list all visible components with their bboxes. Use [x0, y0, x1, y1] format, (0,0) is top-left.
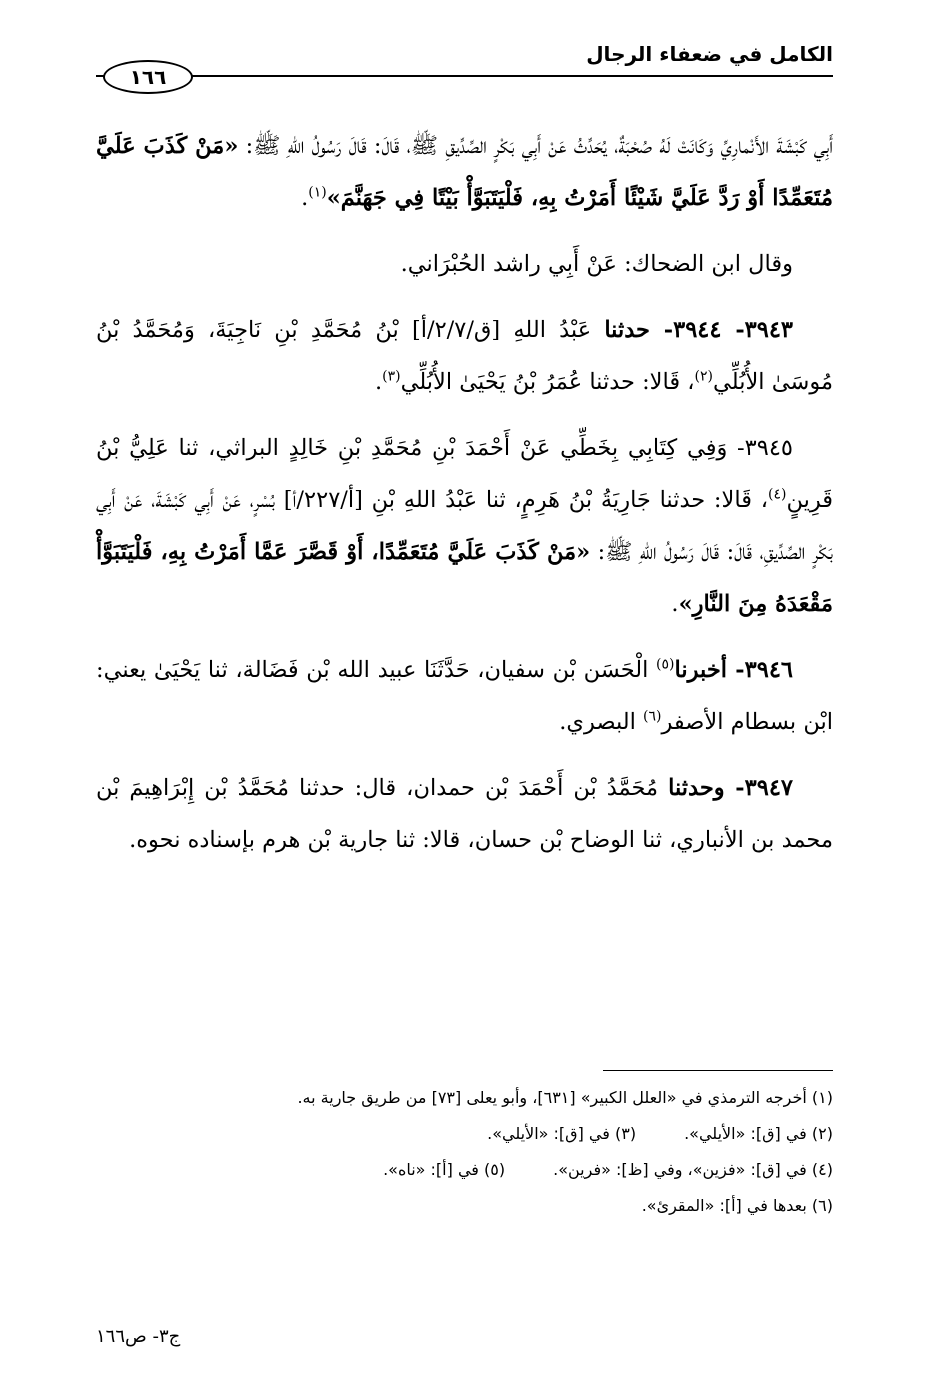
period: .	[671, 591, 679, 617]
hadith-quote: «مَنْ كَذَبَ عَلَيَّ مُتَعَمِّدًا أَوْ رَدَّ عَلَيَّ شَيْئًا أَمَرْتُ بِهِ، فَلْيَتَبَوَّأْ بَيْتًا فِي جَهَنَّمَ»	[96, 133, 833, 211]
paragraph-3945-text-b: ، قَالا: حدثنا جَارِيَةُ بْنُ هَرِمٍ، ثنا عَبْدُ اللهِ بْنِ [أ/٢٢٧/أ] بُسْرٍ، عَنْ أَبِي كَبْشَةَ، عَنْ أَبِي بَكْرٍ الصِّدِّيقِ، قَالَ: قَالَ رَسُولُ اللهِ ﷺ:	[96, 487, 833, 565]
footnote-6: (٦) بعدها في [أ]: «المقرئ».	[641, 1196, 833, 1215]
paragraph-1	[96, 120, 833, 224]
paragraph-3946-text-b: البصري.	[559, 709, 644, 735]
volume-page-footer: ج٣- ص١٦٦	[96, 1326, 181, 1347]
footnote-4: (٤) في [ق]: «فزين»، وفي [ظ]: «فرين».	[553, 1160, 833, 1179]
page-number: ١٦٦	[103, 60, 193, 94]
hadith-number: ٣٩٤٦-	[727, 657, 793, 683]
footnote-row-4-5	[96, 1152, 833, 1188]
footnote-ref-3: (٣)	[382, 368, 401, 385]
footnote-ref-1: (١)	[308, 184, 327, 201]
period: .	[374, 369, 383, 395]
paragraph-3947	[96, 762, 833, 866]
footnote-1: (١) أخرجه الترمذي في «العلل الكبير» [٦٣١]، وأبو يعلى [٧٣] من طريق جارية به.	[297, 1088, 833, 1107]
footnotes	[96, 1080, 833, 1224]
header-rule	[96, 75, 833, 77]
footnote-rule	[603, 1070, 833, 1071]
paragraph-3943-text-a: عَبْدُ اللهِ [ق/٢/٧/أ] بْنُ مُحَمَّدِ بْنِ نَاجِيَةَ، وَمُحَمَّدُ بْنُ مُوسَىٰ الأُبُلِّي	[96, 317, 833, 395]
running-header	[96, 38, 833, 78]
paragraph-3946	[96, 644, 833, 748]
footnote-2: (٢) في [ق]: «الأيلي».	[684, 1124, 833, 1143]
paragraph-2: وقال ابن الضحاك: عَنْ أَبِي راشد الحُبْرَاني.	[400, 251, 793, 277]
narration-lead: أخبرنا	[674, 657, 727, 683]
book-title: الكامل في ضعفاء الرجال	[586, 42, 833, 66]
paragraph-3946-text-a: الْحَسَن بْن سفيان، حَدَّثَنَا عبيد الله بْن فَضَالة، ثنا يَحْيَىٰ يعني: ابْن بسطام الأصفر	[96, 657, 833, 735]
paragraph-3943-text-b: ، قَالا: حدثنا عُمَرُ بْنُ يَحْيَىٰ الأُبُلِّي	[400, 369, 695, 395]
paragraph-3947-text: مُحَمَّدُ بْن أَحْمَدَ بْن حمدان، قال: حدثنا مُحَمَّدُ بْن إِبْرَاهِيمَ بْن محمد بن الأنباري، ثنا الوضاح بْن حسان، قالا: ثنا جارية بْن هرم بإسناده نحوه.	[96, 775, 833, 853]
footnote-ref-6: (٦)	[643, 708, 662, 725]
narration-lead: حدثنا	[604, 317, 650, 343]
footnote-ref-4: (٤)	[767, 486, 787, 503]
narration-lead: وحدثنا	[668, 775, 725, 801]
paragraph-3945-text-a: ٣٩٤٥- وَفِي كِتَابِي بِخَطِّي عَنْ أَحْمَدَ بْنِ مُحَمَّدِ بْنِ خَالِدٍ البراثي، ثنا عَلِيُّ بْنُ قَرِينٍ	[96, 435, 833, 513]
main-text	[96, 120, 833, 880]
hadith-number: ٣٩٤٣- ٣٩٤٤-	[649, 317, 794, 343]
hadith-number: ٣٩٤٧-	[724, 775, 793, 801]
footnote-ref-2: (٢)	[694, 368, 714, 385]
hadith-quote: «مَنْ كَذَبَ عَلَيَّ مُتَعَمِّدًا، أَوْ قَصَّرَ عَمَّا أَمَرْتُ بِهِ، فَلْيَتَبَوَّأْ مَقْعَدَهُ مِنَ النَّارِ»	[96, 539, 833, 617]
paragraph-3945	[96, 422, 833, 630]
period: .	[301, 185, 309, 211]
footnote-5: (٥) في [أ]: «ناه».	[383, 1160, 506, 1179]
paragraph-1-text: أَبِي كَبْشَةَ الأَنْمارِيِّ وَكَانَتْ لَهُ صُحْبَةٌ، يُحَدِّثُ عَنْ أَبِي بَكْرٍ الصِّدِّيقِ ﷺ، قَالَ: قَالَ رَسُولُ اللهِ ﷺ:	[238, 133, 833, 159]
footnote-row-2-3	[96, 1116, 833, 1152]
footnote-ref-5: (٥)	[656, 656, 675, 673]
footnote-3: (٣) في [ق]: «الأيلي».	[487, 1124, 637, 1143]
paragraph-3943	[96, 304, 833, 408]
